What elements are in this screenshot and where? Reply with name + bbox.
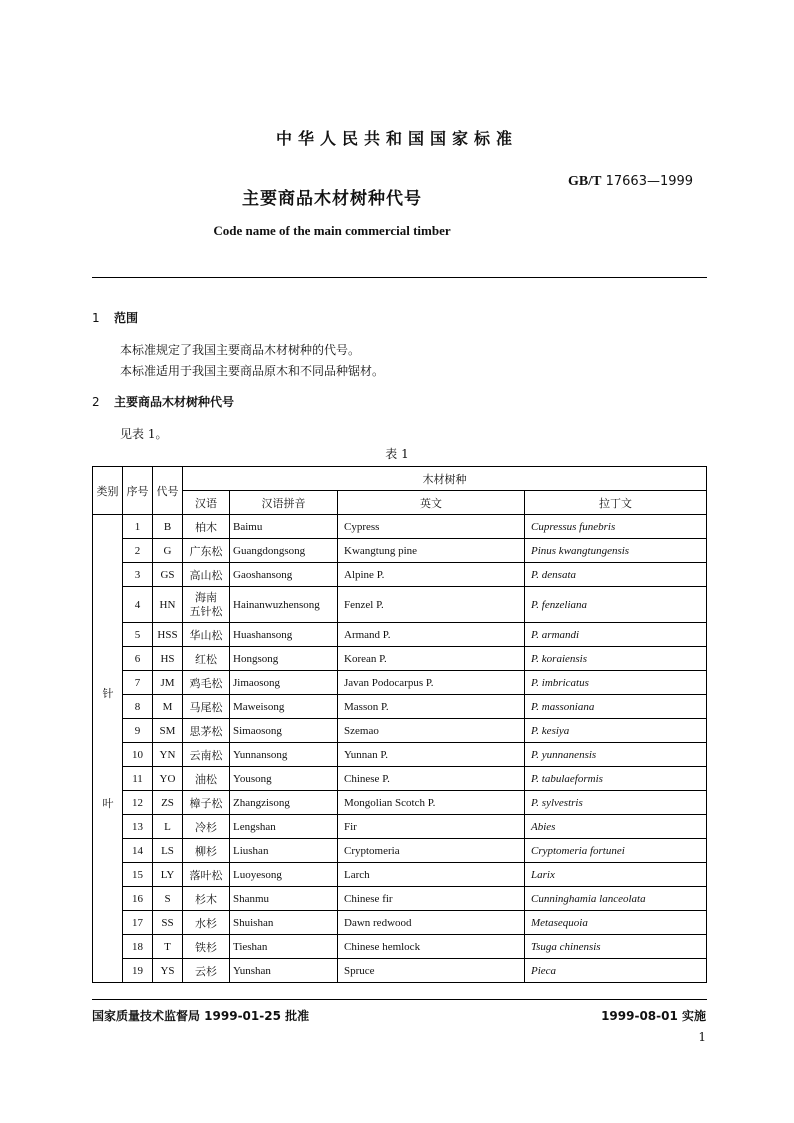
category-label-bottom: 叶 <box>102 797 114 810</box>
cell-seq: 13 <box>123 815 153 839</box>
cell-pinyin: Gaoshansong <box>230 563 338 587</box>
category-cell <box>93 515 123 983</box>
cell-seq: 9 <box>123 719 153 743</box>
cell-pinyin: Maweisong <box>230 695 338 719</box>
table-row <box>93 887 707 911</box>
document-title-english: Code name of the main commercial timber <box>213 223 451 238</box>
cell-seq: 4 <box>123 587 153 623</box>
table-row <box>93 515 707 539</box>
cell-pinyin: Shanmu <box>230 887 338 911</box>
cell-chinese: 柳杉 <box>183 839 230 863</box>
cell-english: Szemao <box>338 719 525 743</box>
table-row <box>93 743 707 767</box>
cell-seq: 19 <box>123 959 153 983</box>
page-number: 1 <box>698 1030 706 1044</box>
section-1-title: 范围 <box>114 311 139 325</box>
cell-seq: 10 <box>123 743 153 767</box>
header-divider <box>92 277 707 278</box>
table-body <box>93 515 707 983</box>
cell-chinese-line-1: 海南 <box>195 590 217 604</box>
cell-seq: 15 <box>123 863 153 887</box>
cell-code: LY <box>153 863 183 887</box>
cell-english: Javan Podocarpus P. <box>338 671 525 695</box>
cell-chinese: 云南松 <box>183 743 230 767</box>
footer-divider <box>92 999 707 1000</box>
cell-chinese: 高山松 <box>183 563 230 587</box>
section-2-paragraph-1: 见表 1。 <box>120 427 168 441</box>
cell-chinese: 水杉 <box>183 911 230 935</box>
cell-english: Cryptomeria <box>338 839 525 863</box>
cell-seq: 17 <box>123 911 153 935</box>
table-caption: 表 1 <box>385 447 409 461</box>
cell-code: SS <box>153 911 183 935</box>
cell-chinese: 冷杉 <box>183 815 230 839</box>
cell-code: HN <box>153 587 183 623</box>
cell-english: Masson P. <box>338 695 525 719</box>
section-2-number: 2 <box>92 395 100 409</box>
cell-pinyin: Huashansong <box>230 623 338 647</box>
header-english: 英文 <box>338 491 525 515</box>
section-1-paragraph-2: 本标准适用于我国主要商品原木和不同品种锯材。 <box>120 364 385 378</box>
cell-english: Mongolian Scotch P. <box>338 791 525 815</box>
cell-english: Dawn redwood <box>338 911 525 935</box>
cell-latin: P. fenzeliana <box>525 587 707 623</box>
cell-chinese: 柏木 <box>183 515 230 539</box>
table-row <box>93 539 707 563</box>
header-category: 类别 <box>93 467 123 515</box>
cell-pinyin: Liushan <box>230 839 338 863</box>
issuing-organization: 中华人民共和国国家标准 <box>275 129 518 148</box>
cell-latin: P. imbricatus <box>525 671 707 695</box>
cell-latin: Tsuga chinensis <box>525 935 707 959</box>
standard-code: 17663—1999 <box>605 174 694 189</box>
cell-seq: 12 <box>123 791 153 815</box>
cell-code: S <box>153 887 183 911</box>
section-1-heading <box>92 309 138 326</box>
cell-chinese: 杉木 <box>183 887 230 911</box>
cell-pinyin: Shuishan <box>230 911 338 935</box>
table-row <box>93 959 707 983</box>
cell-english: Korean P. <box>338 647 525 671</box>
cell-pinyin: Simaosong <box>230 719 338 743</box>
cell-chinese: 落叶松 <box>183 863 230 887</box>
cell-english: Cypress <box>338 515 525 539</box>
cell-seq: 2 <box>123 539 153 563</box>
header-pinyin: 汉语拼音 <box>230 491 338 515</box>
cell-pinyin: Hongsong <box>230 647 338 671</box>
cell-latin: Pieca <box>525 959 707 983</box>
cell-seq: 7 <box>123 671 153 695</box>
cell-code: LS <box>153 839 183 863</box>
cell-code: GS <box>153 563 183 587</box>
cell-latin: Cupressus funebris <box>525 515 707 539</box>
cell-chinese: 思茅松 <box>183 719 230 743</box>
cell-pinyin: Guangdongsong <box>230 539 338 563</box>
cell-chinese: 华山松 <box>183 623 230 647</box>
cell-english: Alpine P. <box>338 563 525 587</box>
cell-code: ZS <box>153 791 183 815</box>
cell-latin: Metasequoia <box>525 911 707 935</box>
cell-english: Fir <box>338 815 525 839</box>
cell-chinese-line-2: 五针松 <box>189 604 223 618</box>
cell-english: Kwangtung pine <box>338 539 525 563</box>
cell-latin: Cryptomeria fortunei <box>525 839 707 863</box>
table-row <box>93 935 707 959</box>
table-row <box>93 563 707 587</box>
cell-code: HS <box>153 647 183 671</box>
category-label-top: 针 <box>102 687 114 700</box>
cell-code: B <box>153 515 183 539</box>
cell-latin: P. yunnanensis <box>525 743 707 767</box>
table-row <box>93 863 707 887</box>
cell-seq: 5 <box>123 623 153 647</box>
timber-species-table <box>92 466 707 983</box>
section-2-heading <box>92 393 234 410</box>
effective-date-note: 1999-08-01 实施 <box>601 1009 706 1023</box>
cell-pinyin: Lengshan <box>230 815 338 839</box>
cell-latin: P. massoniana <box>525 695 707 719</box>
cell-english: Fenzel P. <box>338 587 525 623</box>
cell-latin: P. densata <box>525 563 707 587</box>
cell-english: Chinese hemlock <box>338 935 525 959</box>
cell-latin: P. kesiya <box>525 719 707 743</box>
cell-english: Chinese P. <box>338 767 525 791</box>
cell-chinese: 铁杉 <box>183 935 230 959</box>
cell-english: Armand P. <box>338 623 525 647</box>
cell-latin: P. sylvestris <box>525 791 707 815</box>
table-row <box>93 839 707 863</box>
table-row <box>93 671 707 695</box>
table-row <box>93 695 707 719</box>
cell-latin: Cunninghamia lanceolata <box>525 887 707 911</box>
cell-english: Yunnan P. <box>338 743 525 767</box>
cell-chinese: 广东松 <box>183 539 230 563</box>
cell-pinyin: Tieshan <box>230 935 338 959</box>
cell-chinese <box>183 587 230 623</box>
section-2-title: 主要商品木材树种代号 <box>114 395 235 409</box>
header-latin: 拉丁文 <box>525 491 707 515</box>
cell-seq: 3 <box>123 563 153 587</box>
table-row <box>93 719 707 743</box>
table-row <box>93 623 707 647</box>
section-1-number: 1 <box>92 311 100 325</box>
cell-pinyin: Yunshan <box>230 959 338 983</box>
header-chinese: 汉语 <box>183 491 230 515</box>
cell-code: YS <box>153 959 183 983</box>
cell-seq: 11 <box>123 767 153 791</box>
cell-pinyin: Hainanwuzhensong <box>230 587 338 623</box>
cell-code: YN <box>153 743 183 767</box>
cell-latin: Pinus kwangtungensis <box>525 539 707 563</box>
table-row <box>93 587 707 623</box>
cell-pinyin: Zhangzisong <box>230 791 338 815</box>
table-row <box>93 767 707 791</box>
cell-seq: 6 <box>123 647 153 671</box>
cell-latin: Larix <box>525 863 707 887</box>
section-1-paragraph-1: 本标准规定了我国主要商品木材树种的代号。 <box>120 343 361 357</box>
cell-chinese: 樟子松 <box>183 791 230 815</box>
document-title-chinese: 主要商品木材树种代号 <box>242 189 422 209</box>
header-seq: 序号 <box>123 467 153 515</box>
cell-chinese: 云杉 <box>183 959 230 983</box>
cell-seq: 18 <box>123 935 153 959</box>
table-row <box>93 647 707 671</box>
cell-chinese: 鸡毛松 <box>183 671 230 695</box>
table-row <box>93 911 707 935</box>
cell-pinyin: Yousong <box>230 767 338 791</box>
cell-pinyin: Luoyesong <box>230 863 338 887</box>
cell-code: SM <box>153 719 183 743</box>
cell-seq: 14 <box>123 839 153 863</box>
header-species-group: 木材树种 <box>183 467 707 491</box>
cell-seq: 1 <box>123 515 153 539</box>
cell-code: L <box>153 815 183 839</box>
cell-code: T <box>153 935 183 959</box>
cell-code: YO <box>153 767 183 791</box>
cell-code: G <box>153 539 183 563</box>
approval-note: 国家质量技术监督局 1999-01-25 批准 <box>92 1009 310 1023</box>
cell-pinyin: Yunnansong <box>230 743 338 767</box>
cell-code: M <box>153 695 183 719</box>
cell-latin: Abies <box>525 815 707 839</box>
cell-chinese: 马尾松 <box>183 695 230 719</box>
cell-pinyin: Jimaosong <box>230 671 338 695</box>
cell-latin: P. armandi <box>525 623 707 647</box>
cell-english: Spruce <box>338 959 525 983</box>
standard-prefix: GB/T <box>568 174 602 189</box>
header-code: 代号 <box>153 467 183 515</box>
cell-latin: P. tabulaeformis <box>525 767 707 791</box>
cell-english: Larch <box>338 863 525 887</box>
cell-seq: 16 <box>123 887 153 911</box>
cell-code: HSS <box>153 623 183 647</box>
table-row <box>93 791 707 815</box>
cell-code: JM <box>153 671 183 695</box>
cell-chinese: 红松 <box>183 647 230 671</box>
cell-english: Chinese fir <box>338 887 525 911</box>
cell-latin: P. koraiensis <box>525 647 707 671</box>
cell-pinyin: Baimu <box>230 515 338 539</box>
cell-chinese: 油松 <box>183 767 230 791</box>
table-row <box>93 815 707 839</box>
cell-seq: 8 <box>123 695 153 719</box>
